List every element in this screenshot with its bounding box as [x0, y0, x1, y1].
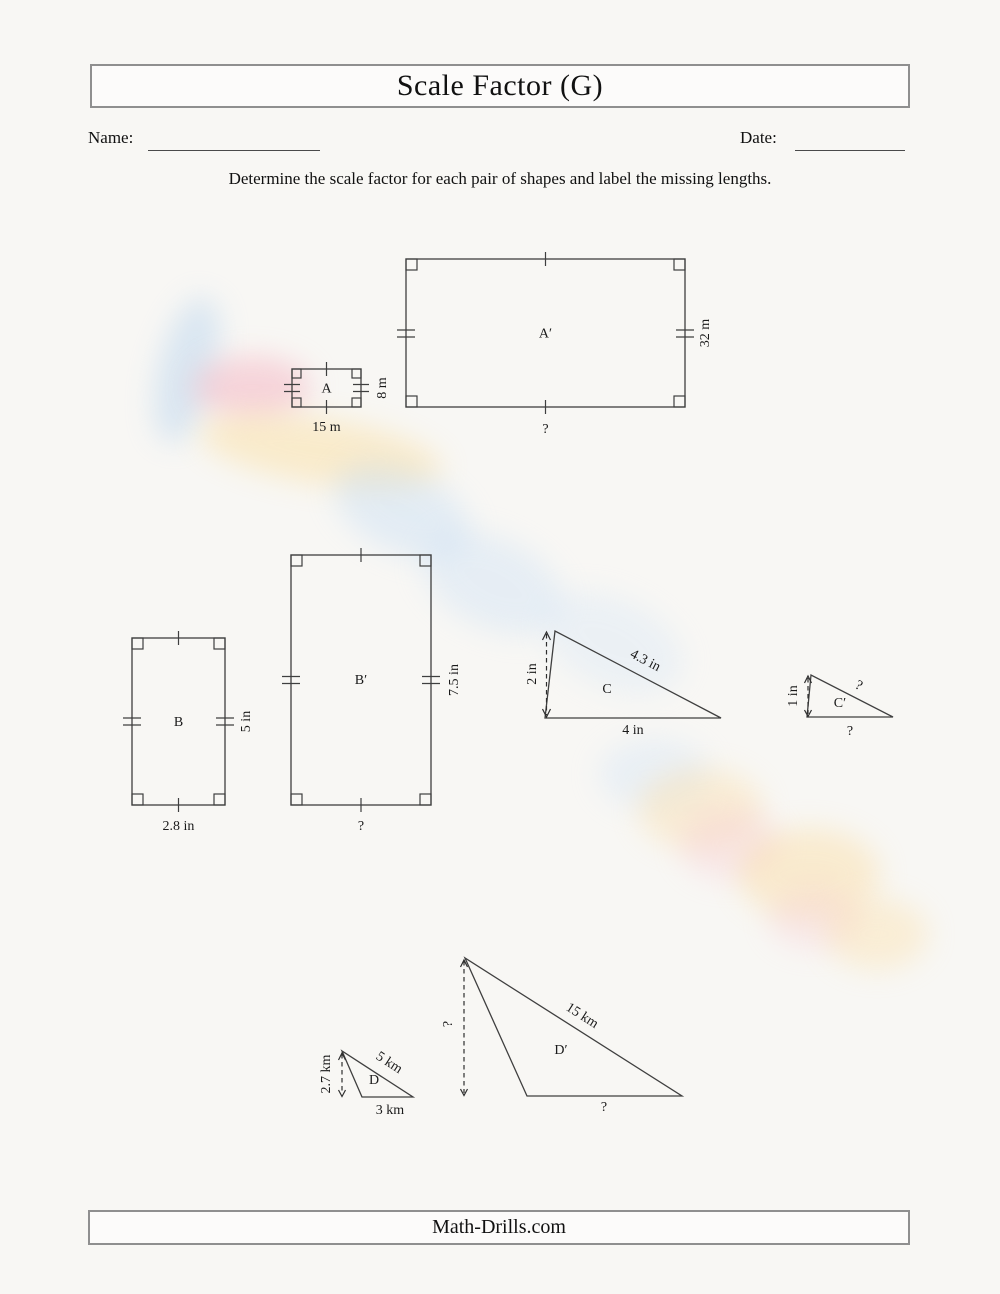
rectangle-b — [123, 631, 254, 834]
rectangle-a-prime — [397, 252, 713, 437]
tri-d-base-dim: 3 km — [375, 1103, 405, 1118]
right-angle-mark — [406, 259, 417, 270]
arrowhead-down — [339, 1090, 346, 1097]
right-angle-mark — [406, 396, 417, 407]
tri-c-height-dim: 2 in — [525, 663, 540, 685]
right-angle-mark — [674, 259, 685, 270]
triangle-d-prime — [441, 958, 682, 1115]
tri-c-prime-base-dim: ? — [846, 724, 854, 739]
right-angle-mark — [292, 398, 301, 407]
right-angle-mark — [674, 396, 685, 407]
right-angle-mark — [291, 794, 302, 805]
right-angle-mark — [132, 794, 143, 805]
page-title: Scale Factor (G) — [396, 69, 604, 102]
right-angle-mark — [291, 555, 302, 566]
rectangle-a — [284, 362, 390, 435]
right-angle-mark — [292, 369, 301, 378]
tri-d-prime-base-dim: ? — [600, 1100, 608, 1115]
rect-b-base-dim: 2.8 in — [162, 819, 195, 834]
rect-a-prime-side-dim: 32 m — [698, 318, 713, 348]
instruction-text: Determine the scale factor for each pair of shapes and label the missing lengths. — [228, 169, 772, 188]
rect-a-label: A — [321, 381, 332, 397]
rect-a-side-dim: 8 m — [375, 377, 390, 399]
date-label: Date: — [740, 128, 777, 147]
rect-b-prime-base-dim: ? — [357, 819, 365, 834]
tri-d-prime-label: D′ — [554, 1043, 568, 1058]
tri-d-prime-height-dim: ? — [441, 1020, 456, 1028]
tri-d-label: D — [368, 1073, 380, 1088]
tri-c-prime-hypotenuse-dim: ? — [852, 677, 865, 694]
rectangle-b-prime — [282, 548, 462, 834]
right-angle-mark — [132, 638, 143, 649]
tri-d-prime-hypotenuse-dim: 15 km — [562, 1000, 601, 1032]
triangle-c-prime — [786, 675, 893, 739]
rect-a-prime-base-dim: ? — [542, 422, 549, 437]
tri-c-prime-height-dim: 1 in — [786, 685, 801, 707]
right-angle-mark — [420, 555, 431, 566]
tri-c-hypotenuse-dim: 4.3 in — [627, 646, 663, 675]
triangle-c — [525, 631, 721, 738]
tri-d-height-dim: 2.7 km — [319, 1054, 334, 1094]
rect-a-base-dim: 15 m — [312, 420, 341, 435]
rect-b-prime-side-dim: 7.5 in — [447, 664, 462, 696]
footer-box — [88, 1210, 910, 1245]
rect-b-label: B — [173, 715, 184, 730]
triangle-d — [319, 1049, 413, 1118]
rect-a-prime-label: A′ — [538, 326, 553, 342]
right-angle-mark — [352, 398, 361, 407]
name-label: Name: — [88, 128, 134, 147]
right-angle-mark — [352, 369, 361, 378]
tri-c-prime-label: C′ — [833, 696, 847, 711]
right-angle-mark — [420, 794, 431, 805]
right-angle-mark — [214, 794, 225, 805]
footer-site: Math-Drills.com — [432, 1216, 566, 1238]
right-angle-mark — [214, 638, 225, 649]
rect-b-side-dim: 5 in — [239, 710, 254, 733]
tri-c-base-dim: 4 in — [622, 723, 644, 738]
rect-b-prime-label: B′ — [354, 673, 368, 688]
tri-d-hypotenuse-dim: 5 km — [372, 1049, 405, 1078]
tri-c-label: C — [602, 682, 612, 697]
